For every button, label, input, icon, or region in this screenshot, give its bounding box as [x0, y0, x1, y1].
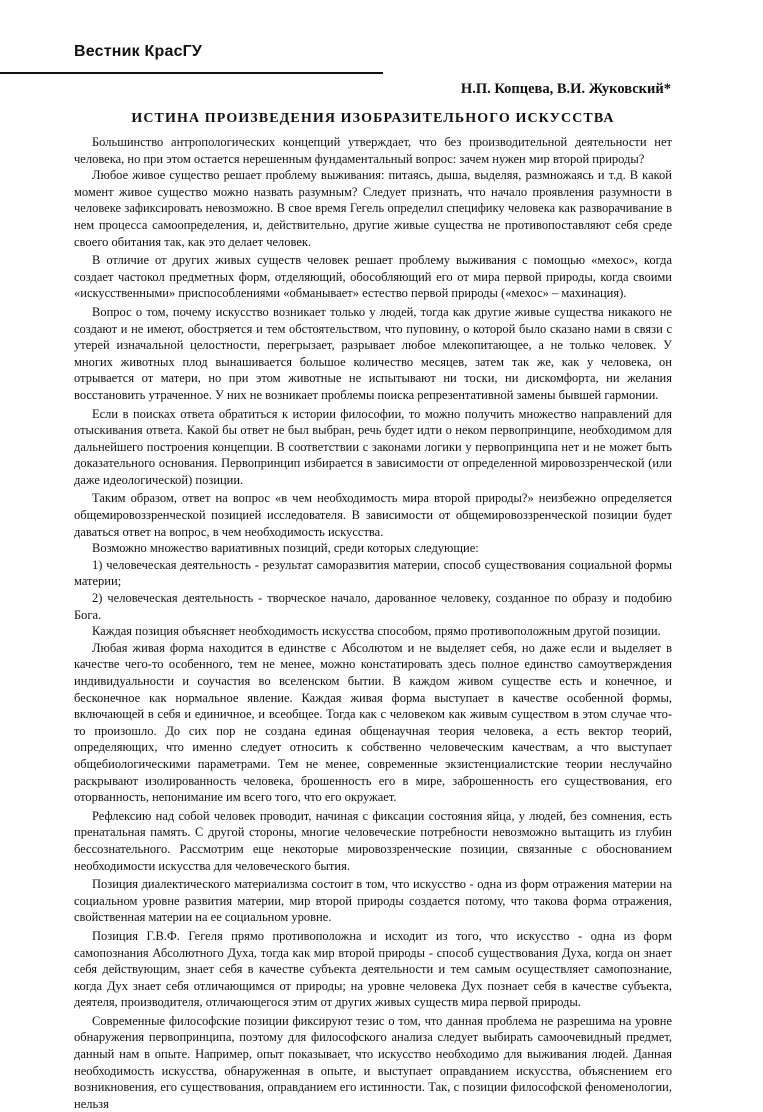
paragraph: Позиция диалектического материализма состоит в том, что искусство - одна из форм отражения материи на социальном уровне развития материи, мир второй природы создается потому, что такова форма отражения, свойственная материи на ее социальном уровне. [74, 877, 672, 925]
paragraph: Большинство антропологических концепций утверждает, что без производительной деятельности нет человека, но при этом остается нерешенным фундаментальный вопрос: зачем нужен мир второй природы? [74, 135, 672, 166]
paragraph: Таким образом, ответ на вопрос «в чем необходимость мира второй природы?» неизбежно определяется общемировоззренческой позицией исследователя. В зависимости от общемировоззренческой позиции будет даваться ответ на вопрос, в чем необходимость искусства. [74, 491, 672, 539]
paragraph: Вопрос о том, почему искусство возникает только у людей, тогда как другие живые существа никакого не создают и не имеют, обостряется и тем обстоятельством, что пуповину, о которой было сказано нами в связи с утерей изначальной целостности, перегрызает, разрывает любое млекопитающее, а не только человек. У многих животных плод вынашивается большое количество месяцев, затем так же, как у человека, он отрывается от матери, но при этом животные не испытывают ни тоски, ни дискомфорта, ни желания восстановить утраченное. У них не возникает проблемы поиска репрезентативной замены бывшей гармонии. [74, 304, 672, 402]
paragraph: В отличие от других живых существ человек решает проблему выживания с помощью «мехос», когда создает частокол предметных форм, отделяющий, обособляющий его от мира первой природы, когда своими «искусственными» приспособлениями «обманывает» естество первой природы («мехос» – махинация). [74, 253, 672, 301]
list-item: 2) человеческая деятельность - творческое начало, дарованное человеку, созданное по образу и подобию Бога. [74, 591, 672, 622]
article-body [74, 134, 672, 1112]
paragraph: Позиция Г.В.Ф. Гегеля прямо противоположна и исходит из того, что искусство - одна из форм самопознания Абсолютного Духа, тогда как мир второй природы - способ существования Духа, когда он знает себя действующим, знает себя в качестве субъекта деятельности и тем самым осуществляет самопознание, когда Дух знает себя отличающимся от природы; на уровне человека Дух познает себя в качестве субъекта, деятеля, производителя, отличающегося этим от других живых существ мира первой природы. [74, 928, 672, 1010]
list-item: 1) человеческая деятельность - результат саморазвития материи, способ существования социальной формы материи; [74, 557, 672, 589]
paragraph: Если в поисках ответа обратиться к истории философии, то можно получить множество направлений для отыскивания ответа. Какой бы ответ не был выбран, речь будет идти о неком первопринципе, необходимом для дальнейшего построения концепции. В соответствии с законами логики у первопринципа нет и не может быть доказательного основания. Первопринцип избирается в зависимости от определенной мировоззренческой (или даже идеологической) позиции. [74, 406, 672, 487]
paragraph: Современные философские позиции фиксируют тезис о том, что данная проблема не разрешима на уровне обнаружения первопринципа, поэтому для философского анализа следует выбирать самоочевидный предмет, данный нам в опыте. Например, опыт показывает, что искусство необходимо для выживания людей. Данная необходимость искусства, обнаруженная в опыте, и выступает оправданием искусства, объяснением его возникновения, его существования, оправданием его истинности. Так, с позиции философской феноменологии, нельзя [74, 1013, 672, 1111]
paragraph: Возможно множество вариативных позиций, среди которых следующие: [92, 541, 479, 556]
paragraph: Рефлексию над собой человек проводит, начиная с фиксации состояния яйца, у людей, без сомнения, есть пренатальная память. С другой стороны, многие человеческие потребности невозможно вытащить из глубин бессознательного. Рассмотрим еще некоторые мировоззренческие позиции, связанные с обоснованием необходимости искусства для человеческого бытия. [74, 808, 672, 873]
header-rule [0, 72, 383, 74]
paragraph: Любая живая форма находится в единстве с Абсолютом и не выделяет себя, но даже если и выделяет в качестве чего-то особенного, тем не менее, можно констатировать здесь полное единство самоутверждения индивидуальности и соучастия во вселенском бытии. В каждом живом существе есть и конечное, и бесконечное как нормальное явление. Каждая живая форма выступает в качестве особенной формы, включающей в себя и единичное, и всеобщее. Тогда как с человеком как живым существом в этом случае что-то произошло. До сих пор не создана единая общенаучная теория человека, а есть вектор теорий, определяющих, что именно следует относить к собственно человеческим качествам, а что выступает общебиологическими параметрами. Тем не менее, современные экзистенциалистские теории неслучайно раскрывают изолированность человека, брошенность его в мире, заброшенность его существования, его оторванность, непонимание им всего того, что его окружает. [74, 640, 672, 805]
paragraph: Каждая позиция объясняет необходимость искусства способом, прямо противоположным другой позиции. [92, 624, 661, 639]
article-authors: Н.П. Копцева, В.И. Жуковский* [460, 81, 671, 97]
article-title: ИСТИНА ПРОИЗВЕДЕНИЯ ИЗОБРАЗИТЕЛЬНОГО ИСКУССТВА [131, 111, 615, 126]
journal-name: Вестник КрасГУ [74, 43, 203, 60]
paragraph: Любое живое существо решает проблему выживания: питаясь, дыша, выделяя, размножаясь и т.д. В какой момент живое существо можно назвать разумным? Следует признать, что начало проявления разумности в человеке зафиксировать невозможно. В свое время Гегель определил специфику человека как разворачивание в нем процесса самоопределения, и, действительно, другие живые существа не противопоставляют себя среде своего обитания так, как это делает человек. [74, 168, 672, 249]
